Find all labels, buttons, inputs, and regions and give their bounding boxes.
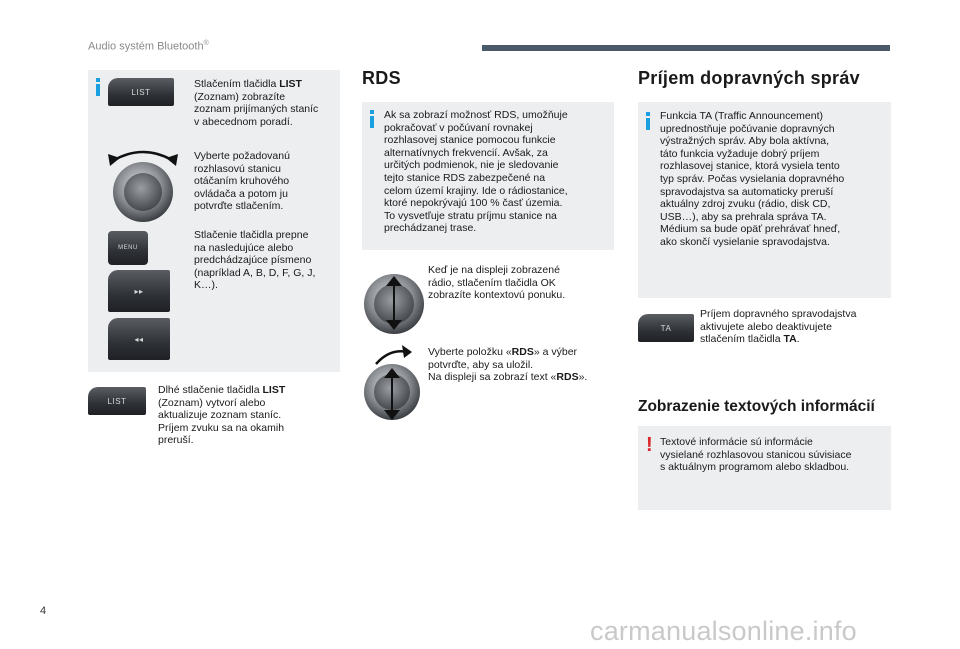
rotary-step-text: Vyberte požadovanú rozhlasovú stanicu otáčaním kruhového ovládača a potom ju potvrďte stlačením.: [194, 150, 290, 213]
info-icon: [644, 112, 650, 130]
watermark: carmanualsonline.info: [590, 616, 857, 646]
list-long-press-text: Dlhé stlačenie tlačidla LIST (Zoznam) vytvorí alebo aktualizuje zoznam staníc. Príjem zvuku sa na okamih preruší.: [158, 384, 286, 447]
rds-step2-text: Vyberte položku «RDS» a výber potvrďte, aby sa uložil. Na displeji sa zobrazí text «RDS».: [428, 346, 588, 384]
rds-info-text: Ak sa zobrazí možnosť RDS, umožňuje pokračovať v počúvaní rovnakej rozhlasovej stanice pomocou funkcie alternatívnych frekvencií. Avšak, za určitých podmienok, nie je sledovanie tejto stanice RDS zabezpečené na celom území krajiny. Ide o rádiostanice, ktoré nepokrývajú 100 % časť územia. To vysvetľuje stratu príjmu stanice na prechádzanej trase.: [384, 109, 568, 235]
ta-button-image: TA: [638, 314, 694, 342]
next-button-image: ▸▸: [108, 270, 170, 312]
textinfo-heading: Zobrazenie textových informácií: [638, 398, 875, 415]
rotate-press-knob-icon: [362, 342, 426, 426]
list-step-text: Stlačením tlačidla LIST (Zoznam) zobrazíte zoznam prijímaných staníc v abecednom poradí.: [194, 78, 319, 128]
prev-button-image: ◂◂: [108, 318, 170, 360]
list-button-image: LIST: [108, 78, 174, 106]
ok-press-knob-icon: [362, 268, 426, 338]
header-bar: [482, 45, 890, 51]
info-icon: [368, 110, 374, 128]
list-long-press-image: LIST: [88, 387, 146, 415]
traffic-heading: Príjem dopravných správ: [638, 68, 860, 88]
traffic-info-text: Funkcia TA (Traffic Announcement) uprednostňuje počúvanie dopravných výstražných správ. Aby bola aktívna, táto funkcia vyžaduje dobrý príjem rozhlasovej stanice, ktorá vysiela tento typ správ. Počas vysielania dopravného spravodajstva sa automaticky preruší aktuálny zdroj zvuku (rádio, disk CD, USB…), aby sa prehrala správa TA. Médium sa bude opäť prehrávať hneď, ako skončí vysielanie spravodajstva.: [660, 110, 845, 248]
textinfo-warn-text: Textové informácie sú informácie vysielané rozhlasovou stanicou súvisiace s aktuálnym programom alebo skladbou.: [660, 436, 852, 474]
menu-button-image: MENU: [108, 231, 148, 265]
rds-heading: RDS: [362, 68, 401, 88]
warning-icon: !: [646, 434, 653, 456]
letter-step-text: Stlačenie tlačidla prepne na nasledujúce alebo predchádzajúce písmeno (napríklad A, B, D, F, G, J, K…).: [194, 229, 316, 292]
rotary-knob-icon: [106, 146, 180, 226]
ta-text: Príjem dopravného spravodajstva aktivujete alebo deaktivujete stlačením tlačidla TA.: [700, 308, 857, 346]
page-header-title: Audio systém Bluetooth®: [88, 40, 209, 53]
page-number: 4: [40, 605, 47, 617]
rds-step1-text: Keď je na displeji zobrazené rádio, stlačením tlačidla OK zobrazíte kontextovú ponuku.: [428, 264, 566, 302]
info-icon: [94, 78, 100, 96]
